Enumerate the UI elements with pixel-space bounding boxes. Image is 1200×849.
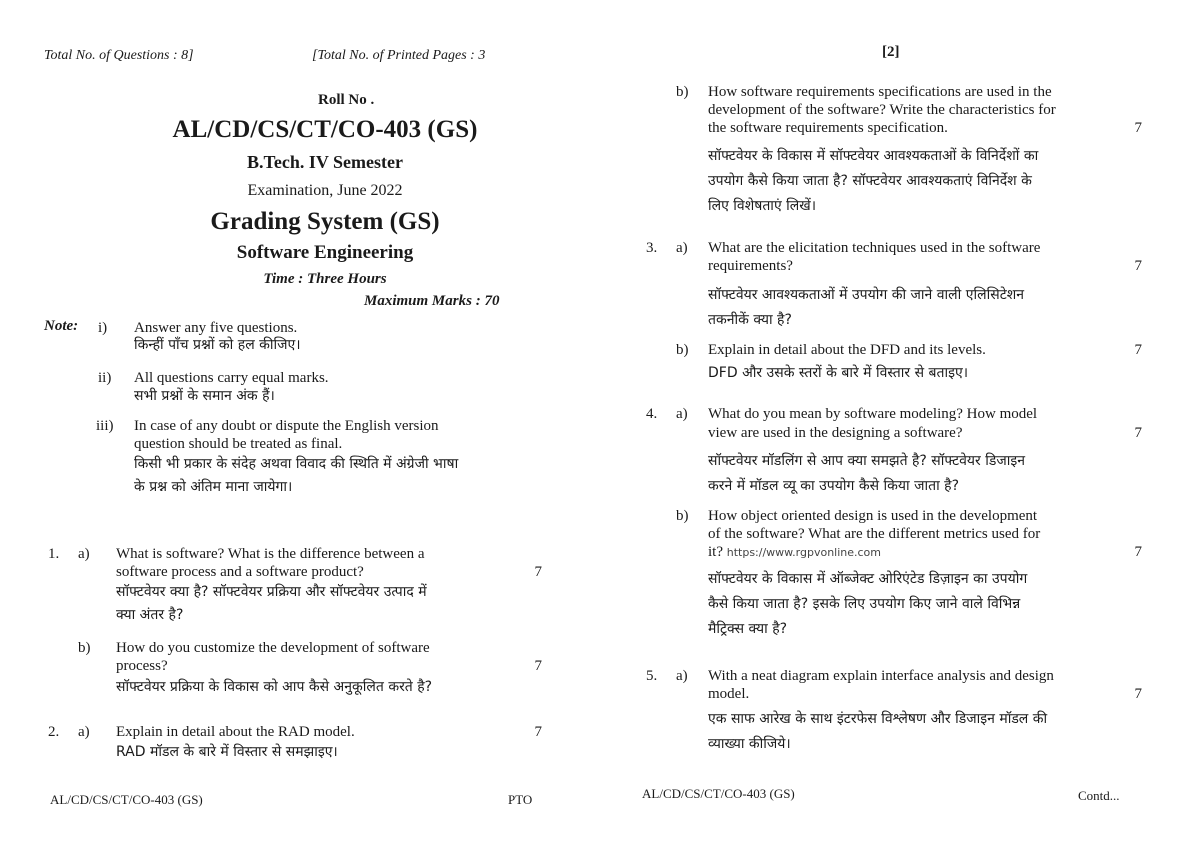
question-number: 4. [646, 406, 658, 422]
part-label: a) [78, 546, 90, 562]
question-en-line: software process and a software product? [116, 564, 364, 580]
note-hi: सभी प्रश्नों के समान अंक हैं। [134, 388, 275, 404]
note-num: ii) [98, 370, 112, 386]
question-en [116, 724, 542, 741]
part-label: b) [676, 342, 689, 358]
question-number: 1. [48, 546, 60, 562]
note-num: i) [98, 320, 108, 336]
footer-pto: PTO [508, 792, 533, 807]
note-hi: के प्रश्न को अंतिम माना जायेगा। [134, 479, 293, 495]
question-hi: मैट्रिक्स क्या है? [708, 621, 788, 637]
part-label: a) [676, 668, 688, 684]
question-en [116, 658, 542, 675]
question-hi: एक साफ आरेख के साथ इंटरफेस विश्लेषण और डिजाइन मॉडल की [708, 711, 1048, 727]
marks: 7 [534, 724, 542, 740]
question-en [708, 258, 1142, 275]
paper-code: AL/CD/CS/CT/CO-403 (GS) [172, 116, 478, 143]
page-number: [2] [882, 44, 900, 60]
marks: 7 [1134, 544, 1142, 560]
question-en-line: Explain in detail about the DFD and its levels. [708, 342, 986, 358]
marks: 7 [1134, 425, 1142, 441]
roll-no: Roll No . [318, 92, 375, 108]
question-hi: सॉफ्टवेयर आवश्यकताओं में उपयोग की जाने वाली एलिसिटेशन [708, 287, 1025, 303]
question-en-line: view are used in the designing a software? [708, 425, 963, 441]
question-en: of the software? What are the different metrics used for [708, 526, 1041, 542]
note-hi: किन्हीं पाँच प्रश्नों को हल कीजिए। [134, 337, 301, 353]
question-en [708, 544, 1142, 561]
marks: 7 [534, 658, 542, 674]
question-en [708, 120, 1142, 137]
question-en: With a neat diagram explain interface analysis and design [708, 668, 1054, 684]
question-hi: लिए विशेषताएं लिखें। [708, 198, 817, 214]
question-en: What is software? What is the difference between a [116, 546, 425, 562]
grading-system: Grading System (GS) [210, 208, 440, 235]
part-label: b) [676, 508, 689, 524]
watermark-url: https://www.rgpvonline.com [726, 546, 882, 559]
question-hi: क्या अंतर है? [116, 607, 184, 623]
question-hi: सॉफ्टवेयर मॉडलिंग से आप क्या समझते है? सॉफ्टवेयर डिजाइन [708, 453, 1025, 469]
question-hi: सॉफ्टवेयर प्रक्रिया के विकास को आप कैसे अनुकूलित करते है? [116, 679, 433, 695]
note-en: question should be treated as final. [134, 436, 343, 452]
question-hi: तकनीकें क्या है? [708, 312, 792, 328]
question-hi: सॉफ्टवेयर के विकास में ऑब्जेक्ट ओरिएंटेड डिज़ाइन का उपयोग [708, 571, 1028, 587]
part-label: a) [78, 724, 90, 740]
question-en-line: the software requirements specification. [708, 120, 948, 136]
max-marks: Maximum Marks : 70 [364, 293, 500, 309]
question-hi: DFD और उसके स्तरों के बारे में विस्तार से बताइए। [708, 365, 969, 381]
examination: Examination, June 2022 [247, 182, 403, 199]
question-en [708, 342, 1142, 359]
question-hi: कैसे किया जाता है? इसके लिए उपयोग किए जाने वाले विभिन्न [708, 596, 1021, 612]
footer-code: AL/CD/CS/CT/CO-403 (GS) [50, 792, 203, 807]
time: Time : Three Hours [263, 271, 387, 287]
question-en-line: Explain in detail about the RAD model. [116, 724, 355, 740]
question-hi: सॉफ्टवेयर के विकास में सॉफ्टवेयर आवश्यकताओं के विनिर्देशों का [708, 148, 1039, 164]
footer-code: AL/CD/CS/CT/CO-403 (GS) [642, 786, 795, 801]
note-hi: किसी भी प्रकार के संदेह अथवा विवाद की स्थिति में अंग्रेजी भाषा [134, 456, 459, 472]
question-en-line: requirements? [708, 258, 793, 274]
question-hi: व्याख्या कीजिये। [708, 736, 791, 752]
marks: 7 [1134, 258, 1142, 274]
degree: B.Tech. IV Semester [247, 152, 403, 172]
marks: 7 [1134, 342, 1142, 358]
question-hi: RAD मॉडल के बारे में विस्तार से समझाइए। [116, 744, 338, 760]
question-en [708, 686, 1142, 703]
note-en: All questions carry equal marks. [134, 370, 329, 386]
note-en: Answer any five questions. [134, 320, 298, 336]
question-hi: उपयोग कैसे किया जाता है? सॉफ्टवेयर आवश्यकताएं विनिर्देश के [708, 173, 1032, 189]
question-number: 2. [48, 724, 60, 740]
marks: 7 [1134, 686, 1142, 702]
question-en: How object oriented design is used in the development [708, 508, 1038, 524]
question-en [708, 425, 1142, 442]
question-hi: सॉफ्टवेयर क्या है? सॉफ्टवेयर प्रक्रिया और सॉफ्टवेयर उत्पाद में [116, 584, 427, 600]
note-label: Note: [44, 318, 79, 334]
question-en: development of the software? Write the characteristics for [708, 102, 1056, 118]
marks: 7 [534, 564, 542, 580]
question-en-line: process? [116, 658, 168, 674]
question-number: 5. [646, 668, 658, 684]
part-label: a) [676, 240, 688, 256]
part-label: b) [676, 84, 689, 100]
question-en: How software requirements specifications are used in the [708, 84, 1052, 100]
question-en [116, 564, 542, 581]
question-en: How do you customize the development of software [116, 640, 430, 656]
total-pages: [Total No. of Printed Pages : 3 [312, 48, 486, 63]
question-en: What are the elicitation techniques used in the software [708, 240, 1041, 256]
note-en: In case of any doubt or dispute the English version [134, 418, 439, 434]
question-en-line: it? [708, 544, 723, 560]
note-num: iii) [96, 418, 114, 434]
question-hi: करने में मॉडल व्यू का उपयोग कैसे किया जाता है? [708, 478, 960, 494]
marks: 7 [1134, 120, 1142, 136]
part-label: a) [676, 406, 688, 422]
question-en: What do you mean by software modeling? How model [708, 406, 1038, 422]
part-label: b) [78, 640, 91, 656]
question-en-line: model. [708, 686, 750, 702]
footer-contd: Contd... [1078, 788, 1120, 803]
question-number: 3. [646, 240, 658, 256]
total-questions: Total No. of Questions : 8] [44, 48, 194, 63]
subject: Software Engineering [236, 242, 414, 263]
